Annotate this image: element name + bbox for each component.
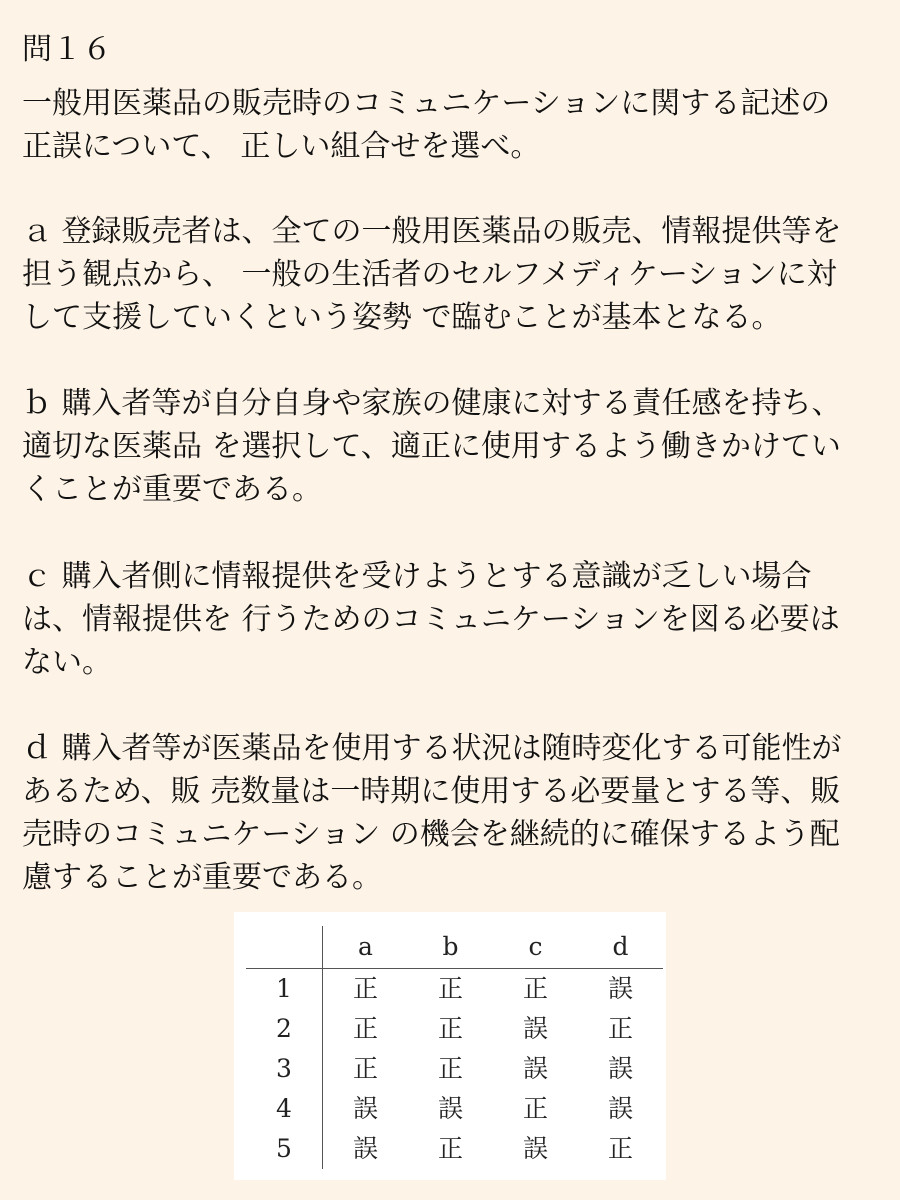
option-number: 4 [246, 1089, 323, 1129]
cell-d: 正 [607, 1134, 633, 1163]
statement-d-line-2: あるため、販 売数量は一時期に使用する必要量とする等、販 [22, 774, 841, 809]
answer-table [246, 926, 663, 1169]
cell-a: 正 [352, 1014, 378, 1043]
statement-b-line-1: ｂ 購入者等が自分自身や家族の健康に対する責任感を持ち、 [22, 386, 842, 421]
header-cell-d: d [578, 926, 663, 969]
cell-b: 正 [437, 974, 463, 1003]
question-text-line-1: 一般用医薬品の販売時のコミュニケーションに関する記述の [22, 86, 831, 121]
cell-a: 誤 [352, 1094, 378, 1123]
cell-d: 誤 [607, 1054, 633, 1083]
table-row [246, 1009, 663, 1049]
cell-b: 誤 [437, 1094, 463, 1123]
header-cell-blank [246, 926, 323, 969]
option-number: 2 [246, 1009, 323, 1049]
statement-c-line-1: ｃ 購入者側に情報提供を受けようとする意識が乏しい場合 [22, 559, 812, 594]
statement-c-line-2: は、情報提供を 行うためのコミュニケーションを図る必要は [22, 602, 840, 637]
answer-table-header-row [246, 926, 663, 969]
cell-d: 正 [607, 1014, 633, 1043]
answer-table-panel [234, 912, 666, 1180]
option-number: 5 [246, 1129, 323, 1169]
table-row [246, 969, 663, 1010]
option-number: 3 [246, 1049, 323, 1089]
question-text-line-2: 正誤について、 正しい組合せを選べ。 [22, 129, 541, 164]
cell-a: 正 [352, 974, 378, 1003]
cell-d: 誤 [607, 1094, 633, 1123]
cell-c: 正 [522, 974, 548, 1003]
cell-b: 正 [437, 1054, 463, 1083]
cell-c: 正 [522, 1094, 548, 1123]
header-cell-a: a [323, 926, 409, 969]
statement-d-line-1: ｄ 購入者等が医薬品を使用する状況は随時変化する可能性が [22, 731, 842, 766]
statement-d-line-4: 慮することが重要である。 [22, 860, 382, 895]
statement-b-line-2: 適切な医薬品 を選択して、適正に使用するよう働きかけてい [22, 429, 841, 464]
option-number: 1 [246, 969, 323, 1010]
cell-c: 誤 [522, 1014, 548, 1043]
cell-d: 誤 [607, 974, 633, 1003]
header-cell-b: b [408, 926, 493, 969]
cell-b: 正 [437, 1014, 463, 1043]
cell-a: 正 [352, 1054, 378, 1083]
table-row [246, 1089, 663, 1129]
cell-c: 誤 [522, 1134, 548, 1163]
question-number: 問１６ [22, 32, 112, 67]
table-row [246, 1129, 663, 1169]
statement-a-line-1: ａ 登録販売者は、全ての一般用医薬品の販売、情報提供等を [22, 214, 842, 249]
statement-a-line-2: 担う観点から、 一般の生活者のセルフメディケーションに対 [22, 257, 837, 292]
statement-c-line-3: ない。 [22, 645, 112, 680]
cell-a: 誤 [352, 1134, 378, 1163]
cell-b: 正 [437, 1134, 463, 1163]
header-cell-c: c [493, 926, 578, 969]
table-row [246, 1049, 663, 1089]
statement-d-line-3: 売時のコミュニケーション の機会を継続的に確保するよう配 [22, 817, 840, 852]
cell-c: 誤 [522, 1054, 548, 1083]
statement-b-line-3: くことが重要である。 [22, 472, 322, 507]
statement-a-line-3: して支援していくという姿勢 で臨むことが基本となる。 [22, 300, 782, 335]
